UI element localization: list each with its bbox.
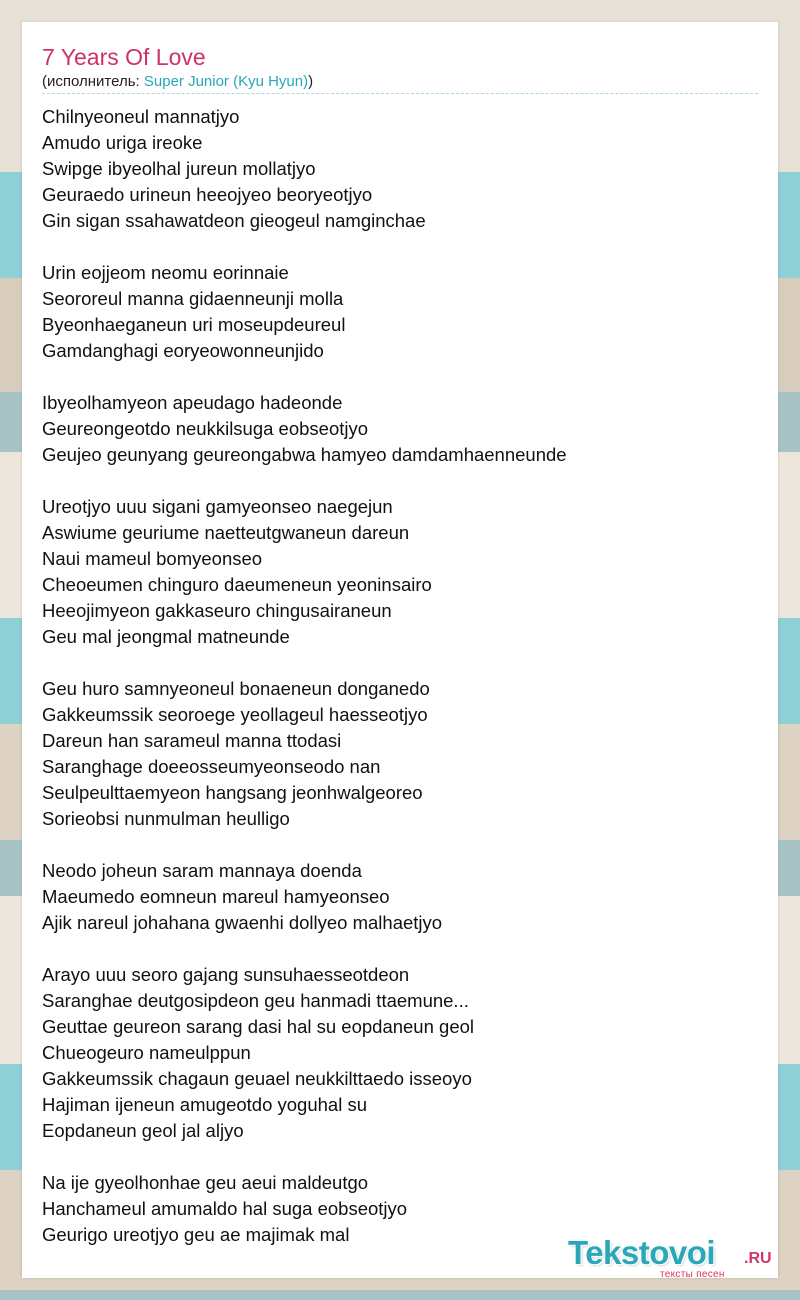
logo-tagline: тексты песен [660, 1269, 725, 1280]
lyric-line: Chueogeuro nameulppun [42, 1042, 251, 1063]
lyric-line: Geu huro samnyeoneul bonaeneun donganedo [42, 678, 430, 699]
lyric-line: Byeonhaeganeun uri moseupdeureul [42, 314, 346, 335]
lyric-line: Hajiman ijeneun amugeotdo yoguhal su [42, 1094, 367, 1115]
lyric-line: Geu mal jeongmal matneunde [42, 626, 290, 647]
stanza [42, 390, 758, 468]
lyric-line: Chilnyeoneul mannatjyo [42, 106, 240, 127]
lyric-line: Na ije gyeolhonhae geu aeui maldeutgo [42, 1172, 369, 1193]
artist-link[interactable]: Super Junior (Kyu Hyun) [143, 73, 309, 90]
lyric-line: Gin sigan ssahawatdeon gieogeul namginchae [42, 210, 426, 231]
lyric-line: Gakkeumssik seoroege yeollageul haesseotjyo [42, 704, 428, 725]
lyric-line: Urin eojjeom neomu eorinnaie [42, 262, 289, 283]
lyric-line: Sorieobsi nunmulman heulligo [42, 808, 290, 829]
lyric-line: Dareun han sarameul manna ttodasi [42, 730, 342, 751]
stanza [42, 260, 758, 364]
lyric-line: Geurigo ureotjyo geu ae majimak mal [42, 1224, 350, 1245]
lyric-line: Ajik nareul johahana gwaenhi dollyeo malhaetjyo [42, 912, 443, 933]
lyric-line: Heeojimyeon gakkaseuro chingusairaneun [42, 600, 392, 621]
lyric-line: Saranghae deutgosipdeon geu hanmadi ttaemune... [42, 990, 469, 1011]
lyric-line: Geuttae geureon sarang dasi hal su eopdaneun geol [42, 1016, 475, 1037]
lyric-line: Ibyeolhamyeon apeudago hadeonde [42, 392, 343, 413]
song-title: 7 Years Of Love [42, 44, 206, 70]
lyric-line: Naui mameul bomyeonseo [42, 548, 263, 569]
stanza [42, 104, 758, 234]
stanza [42, 676, 758, 832]
artist-line [42, 73, 313, 91]
lyric-line: Swipge ibyeolhal jureun mollatjyo [42, 158, 316, 179]
lyric-line: Hanchameul amumaldo hal suga eobseotjyo [42, 1198, 408, 1219]
logo-tld: .RU [744, 1250, 772, 1267]
lyric-line: Maeumedo eomneun mareul hamyeonseo [42, 886, 390, 907]
lyric-line: Neodo joheun saram mannaya doenda [42, 860, 362, 881]
lyric-line: Arayo uuu seoro gajang sunsuhaesseotdeon [42, 964, 410, 985]
artist-suffix: ) [308, 73, 314, 90]
lyric-line: Seororeul manna gidaenneunji molla [42, 288, 344, 309]
stanza [42, 858, 758, 936]
lyric-line: Aswiume geuriume naetteutgwaneun dareun [42, 522, 410, 543]
lyrics-card [22, 22, 778, 1278]
artist-prefix: (исполнитель: [42, 73, 144, 90]
lyric-line: Gamdanghagi eoryeowonneunjido [42, 340, 324, 361]
lyric-line: Ureotjyo uuu sigani gamyeonseo naegejun [42, 496, 393, 517]
stanza [42, 494, 758, 650]
logo-name: Tekstovoi [568, 1234, 716, 1271]
stanza [42, 962, 758, 1144]
lyric-line: Geujeo geunyang geureongabwa hamyeo damdamhaenneunde [42, 444, 567, 465]
lyric-line: Eopdaneun geol jal aljyo [42, 1120, 244, 1141]
lyric-line: Seulpeulttaemyeon hangsang jeonhwalgeoreo [42, 782, 423, 803]
lyric-line: Geuraedo urineun heeojyeo beoryeotjyo [42, 184, 373, 205]
lyric-line: Amudo uriga ireoke [42, 132, 203, 153]
lyric-line: Cheoeumen chinguro daeumeneun yeoninsairo [42, 574, 432, 595]
lyric-line: Gakkeumssik chagaun geuael neukkilttaedo isseoyo [42, 1068, 472, 1089]
title-divider [42, 93, 758, 94]
lyric-line: Saranghage doeeosseumyeonseodo nan [42, 756, 381, 777]
lyrics-text [42, 104, 758, 1274]
site-logo[interactable] [568, 1233, 778, 1279]
lyric-line: Geureongeotdo neukkilsuga eobseotjyo [42, 418, 369, 439]
